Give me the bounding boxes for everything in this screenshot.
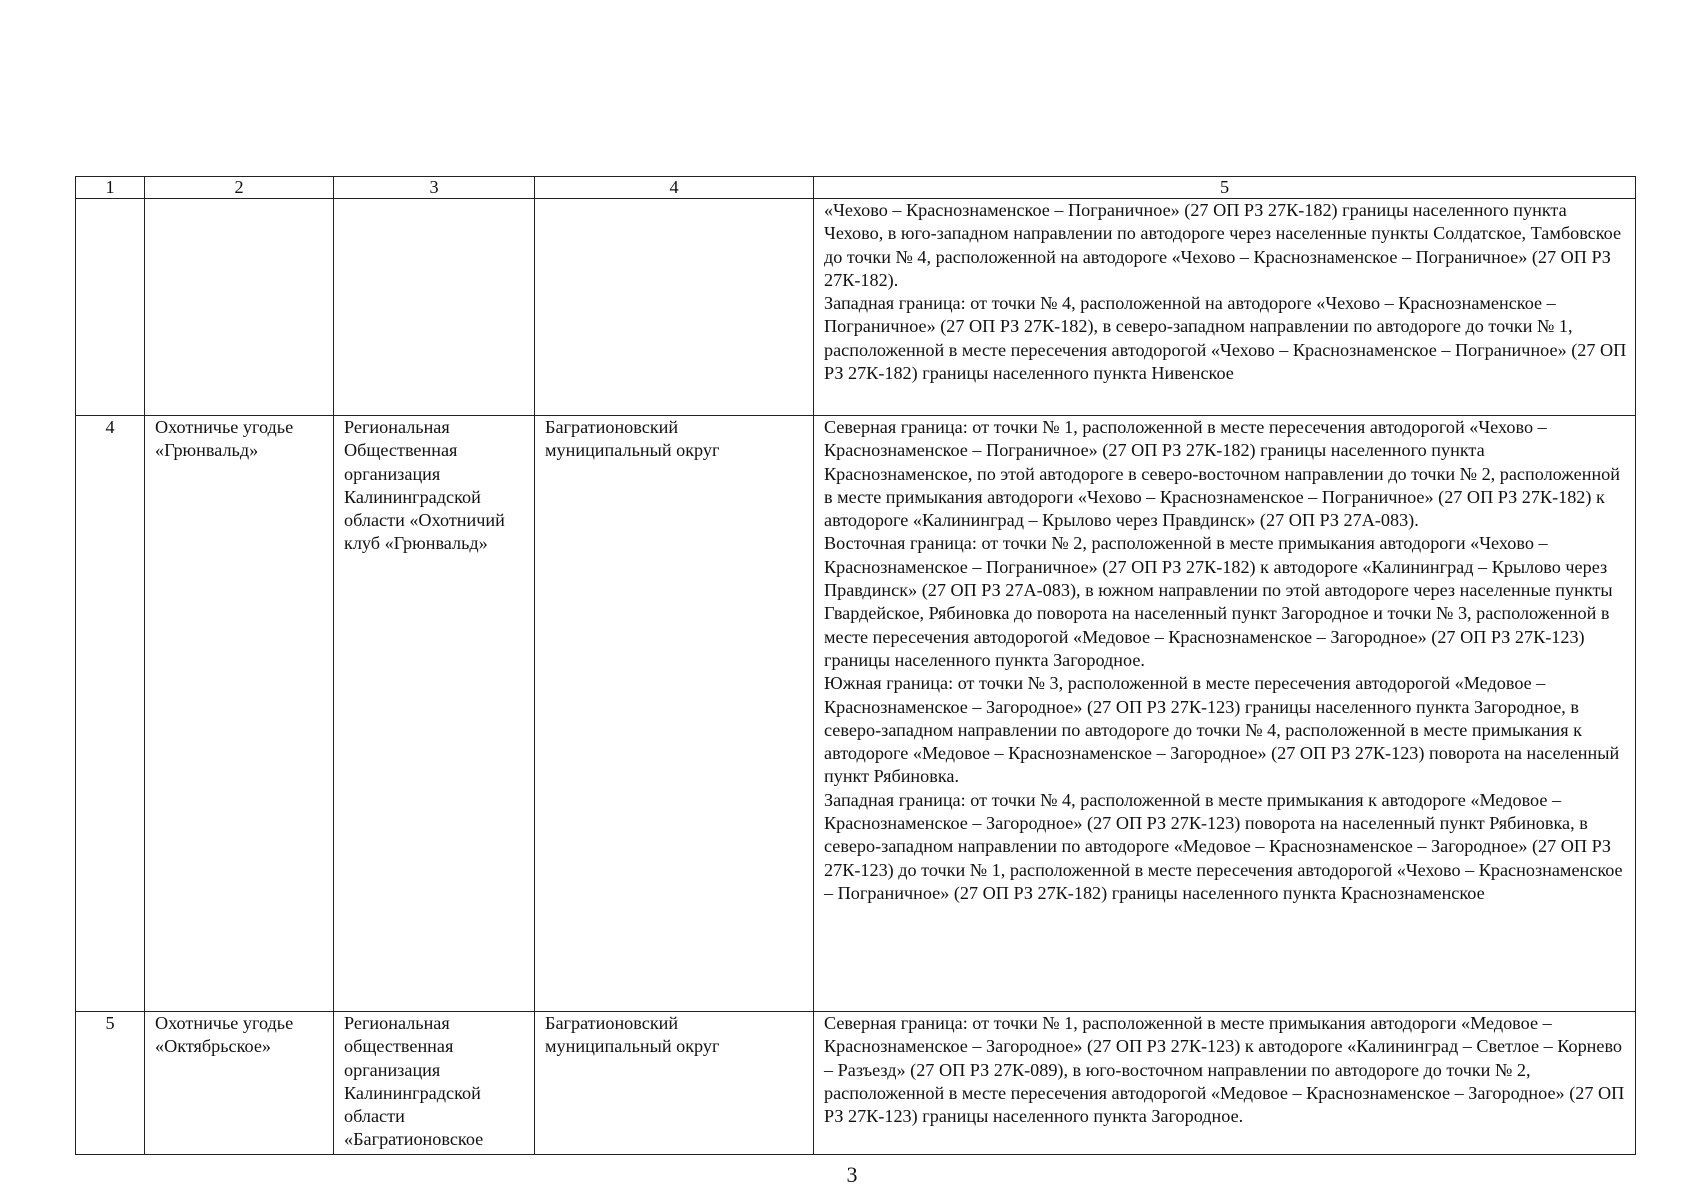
boundary-paragraph-south: Южная граница: от точки № 3, расположенной в месте пересечения автодорогой «Медовое – Краснознаменское – Загородное» (27 ОП РЗ 27К-123) границы населенного пункта Загородное, в северо-западном направлении по автодороге до точки № 4, расположенной в месте примыкания к автодороге «Медовое – Краснознаменское – Загородное» (27 ОП РЗ 27К-123) поворота на населенный пункт Рябиновка. <box>824 673 1620 787</box>
organization-cell <box>334 199 535 416</box>
column-number-4: 4 <box>535 177 814 199</box>
boundary-paragraph-east: Восточная граница: от точки № 2, расположенной в месте примыкания автодороги «Чехово – Краснознаменское – Пограничное» (27 ОП РЗ 27К-182) к автодороге «Калининград – Крылово через Правдинск» (27 ОП РЗ 27А-083), в южном направлении по этой автодороге через населенные пункты Гвардейское, Рябиновка до поворота на населенный пункт Загородное и точки № 3, расположенной в месте пересечения автодорогой «Медовое – Краснознаменское – Загородное» (27 ОП РЗ 27К-123) границы населенного пункта Загородное. <box>824 533 1613 670</box>
column-number-2: 2 <box>145 177 334 199</box>
boundary-paragraph: «Чехово – Краснознаменское – Пограничное» (27 ОП РЗ 27К-182) границы населенного пункта Чехово, в юго-западном направлении по автодороге через населенные пункты Солдатское, Тамбовское до точки № 4, расположенной на автодороге «Чехово – Краснознаменское – Пограничное» (27 ОП РЗ 27К-182). <box>824 200 1622 290</box>
boundary-paragraph: Западная граница: от точки № 4, расположенной на автодороге «Чехово – Краснознаменское – Пограничное» (27 ОП РЗ 27К-182), в северо-западном направлении по автодороге до точки № 1, расположенной в месте пересечения автодорогой «Чехово – Краснознаменское – Пограничное» (27 ОП РЗ 27К-182) границы населенного пункта Нивенское <box>824 293 1627 384</box>
column-number-1: 1 <box>76 177 145 199</box>
boundaries-cell <box>814 1012 1636 1155</box>
column-number-5: 5 <box>814 177 1636 199</box>
boundary-paragraph-west: Западная граница: от точки № 4, расположенной в месте примыкания к автодороге «Медовое – Краснознаменское – Загородное» (27 ОП РЗ 27К-123) поворота на населенный пункт Рябиновка, в северо-западном направлении по автодороге «Медовое – Краснознаменское – Загородное» (27 ОП РЗ 27К-123) до точки № 1, расположенной в месте пересечения автодорогой «Чехово – Краснознаменское – Пограничное» (27 ОП РЗ 27К-182) границы населенного пункта Краснознаменское <box>824 789 1623 903</box>
page-number: 3 <box>846 1162 858 1187</box>
table-row-4 <box>76 416 1636 1012</box>
ground-name-cell: Охотничье угодье «Грюнвальд» <box>145 416 334 1012</box>
table-row-5 <box>76 1012 1636 1155</box>
row-number-cell: 5 <box>76 1012 145 1155</box>
district-cell <box>535 199 814 416</box>
table-row-continuation <box>76 199 1636 416</box>
row-number-cell <box>76 199 145 416</box>
ground-name-cell <box>145 199 334 416</box>
boundaries-cell <box>814 416 1636 1012</box>
district-cell: Багратионовский муниципальный округ <box>535 1012 814 1155</box>
boundary-paragraph-north: Северная граница: от точки № 1, расположенной в месте пересечения автодорогой «Чехово – Краснознаменское – Пограничное» (27 ОП РЗ 27К-182) границы населенного пункта Краснознаменское, по этой автодороге в северо-восточном направлении до точки № 2, расположенной в месте примыкания автодороги «Чехово – Краснознаменское – Пограничное» (27 ОП РЗ 27К-182) к автодороге «Калининград – Крылово через Правдинск» (27 ОП РЗ 27А-083). <box>824 417 1621 531</box>
district-cell: Багратионовский муниципальный округ <box>535 416 814 1012</box>
column-number-3: 3 <box>334 177 535 199</box>
boundaries-cell <box>814 199 1636 416</box>
organization-cell: Региональная Общественная организация Калининградской области «Охотничий клуб «Грюнвальд» <box>334 416 535 1012</box>
boundary-paragraph-north: Северная граница: от точки № 1, расположенной в месте примыкания автодороги «Медовое – Краснознаменское – Загородное» (27 ОП РЗ 27К-123) к автодороге «Калининград – Светлое – Корнево – Разъезд» (27 ОП РЗ 27К-089), в юго-восточном направлении по автодороге до точки № 2, расположенной в месте пересечения автодорогой «Медовое – Краснознаменское – Загородное» (27 ОП РЗ 27К-123) границы населенного пункта Загородное. <box>824 1013 1625 1127</box>
hunting-grounds-table <box>75 176 1636 1155</box>
ground-name-cell: Охотничье угодье «Октябрьское» <box>145 1012 334 1155</box>
organization-cell: Региональная общественная организация Калининградской области «Багратионовское <box>334 1012 535 1155</box>
column-number-header-row <box>76 177 1636 199</box>
row-number-cell: 4 <box>76 416 145 1012</box>
